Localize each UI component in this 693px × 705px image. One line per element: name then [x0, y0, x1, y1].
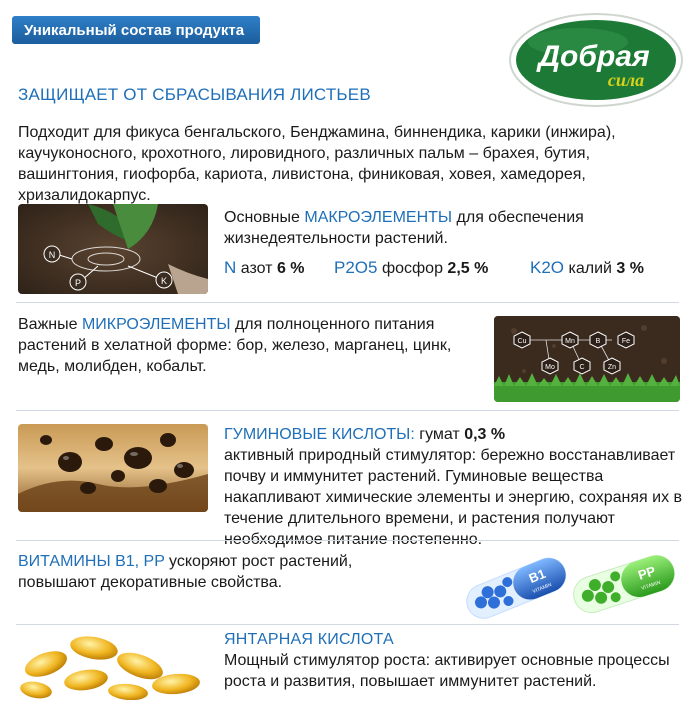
- vitamins-heading-suffix: ускоряют рост растений,: [164, 553, 353, 570]
- nutrient-value: 3 %: [616, 260, 644, 277]
- micro-image-label: Mn: [565, 338, 575, 345]
- nutrient-k2o: [530, 258, 644, 278]
- vitamins-text: [18, 551, 438, 593]
- plants-line: каучуконосного, крохотного, лировидного, различных пальм – брахея, бутия,: [18, 145, 591, 162]
- capsule2-sub: VITAMIN: [640, 579, 662, 592]
- nutrient-symbol: N: [224, 258, 237, 277]
- section-plants-text: [18, 122, 658, 206]
- humic-heading: ГУМИНОВЫЕ КИСЛОТЫ:: [224, 426, 415, 443]
- macro-text-prefix: Основные: [224, 209, 305, 226]
- humic-line: активный природный стимулятор: бережно восстанавливает: [224, 447, 676, 464]
- succinic-capsules-image: [16, 618, 212, 700]
- humic-image: [18, 424, 208, 512]
- micro-text-suffix: для полноценного питания: [230, 316, 435, 333]
- macro-image-label: K: [160, 276, 168, 286]
- macro-image-label: N: [48, 250, 56, 260]
- nutrient-value: 2,5 %: [447, 260, 489, 277]
- nutrient-name: азот: [240, 260, 273, 277]
- vitamins-heading: ВИТАМИНЫ B1, PP: [18, 553, 165, 570]
- section-heading-leaves: ЗАЩИЩАЕТ ОТ СБРАСЫВАНИЯ ЛИСТЬЕВ: [18, 85, 371, 104]
- micro-text: [18, 314, 488, 377]
- micro-text-prefix: Важные: [18, 316, 82, 333]
- macro-soil-image: [18, 204, 208, 294]
- micro-image-label: Cu: [517, 338, 527, 345]
- vitamin-capsules-image: [454, 544, 684, 622]
- macro-image-label: P: [74, 278, 82, 288]
- plants-line: вашингтония, гиофорба, кариота, ливистона, финиковая, ховея, хамедорея,: [18, 166, 586, 183]
- micro-image-label: B: [595, 338, 601, 345]
- nutrient-name: калий: [568, 260, 612, 277]
- succinic-text: [224, 629, 684, 692]
- macro-text-suffix: для обеспечения: [452, 209, 584, 226]
- micro-text-line2: растений в хелатной форме: бор, железо, марганец, цинк,: [18, 337, 452, 354]
- section-divider: [16, 302, 679, 303]
- plants-line: Подходит для фикуса бенгальского, Бенджамина, биннендика, карики (инжира),: [18, 124, 616, 141]
- nutrient-symbol: P2O5: [334, 258, 378, 277]
- nutrient-value: 6 %: [276, 260, 305, 277]
- capsule1-label: B1: [526, 565, 548, 587]
- nutrient-name: фосфор: [381, 260, 443, 277]
- header-tab-label: Уникальный состав продукта: [24, 21, 245, 39]
- micro-image-label: Zn: [607, 364, 617, 371]
- logo-brand-main: Добрая: [538, 40, 650, 73]
- macro-text-line2: жизнедеятельности растений.: [224, 230, 448, 247]
- micro-image-label: Fe: [621, 338, 631, 345]
- nutrient-p2o5: [334, 258, 488, 278]
- succinic-line2: роста и развития, повышает иммунитет растений.: [224, 673, 597, 690]
- humic-heading-suffix: гумат: [414, 426, 465, 443]
- micro-image-label: Mo: [545, 364, 555, 371]
- nutrient-symbol: K2O: [530, 258, 565, 277]
- humic-value: 0,3 %: [464, 426, 506, 443]
- humic-line: почву и иммунитет растений. Гуминовые вещества: [224, 468, 604, 485]
- macro-text: [224, 207, 684, 249]
- brand-logo: [508, 12, 684, 108]
- section-divider: [16, 410, 679, 411]
- humic-line: накапливают химические элементы и энергию, сохраняя их в: [224, 489, 683, 506]
- humic-line: необходимое питание постепенно.: [224, 531, 483, 548]
- succinic-heading: ЯНТАРНАЯ КИСЛОТА: [224, 631, 394, 648]
- micro-highlight: МИКРОЭЛЕМЕНТЫ: [81, 316, 231, 333]
- humic-text: [224, 424, 684, 550]
- macro-highlight: МАКРОЭЛЕМЕНТЫ: [304, 209, 453, 226]
- nutrient-n: [224, 258, 305, 278]
- vitamins-line2: повышают декоративные свойства.: [18, 574, 283, 591]
- succinic-line1: Мощный стимулятор роста: активирует основные процессы: [224, 652, 670, 669]
- micro-soil-image: [494, 316, 680, 402]
- humic-line: течение длительного времени, и растения получают: [224, 510, 615, 527]
- logo-brand-sub: сила: [607, 70, 645, 90]
- capsule1-sub: VITAMIN: [531, 581, 553, 595]
- capsule2-label: PP: [636, 563, 658, 583]
- section-divider: [16, 540, 679, 541]
- header-tab: [12, 16, 260, 44]
- micro-text-line3: медь, молибден, кобальт.: [18, 358, 207, 375]
- plants-line: хризалидокарпус.: [18, 187, 151, 204]
- micro-image-label: C: [579, 364, 585, 371]
